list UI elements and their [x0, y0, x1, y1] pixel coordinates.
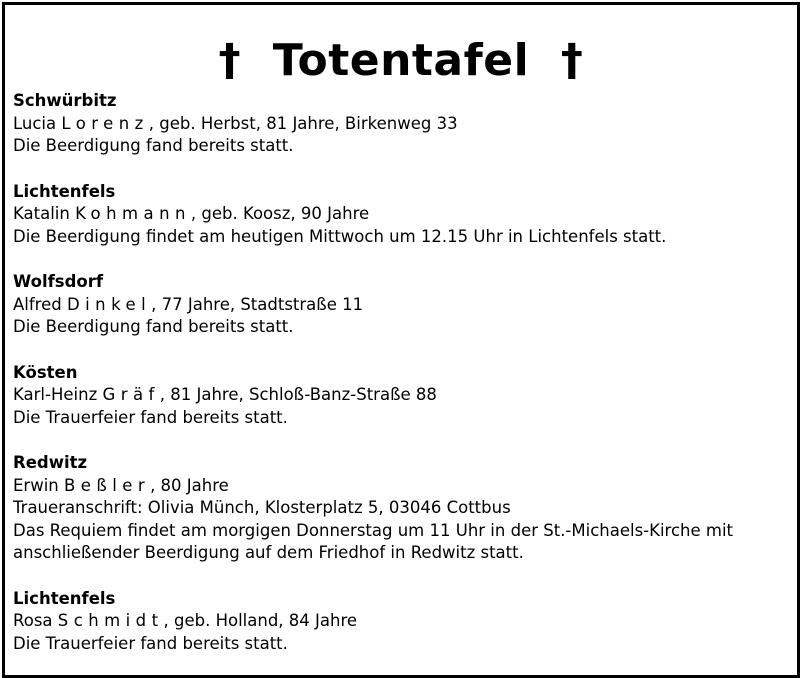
entry-name-line [13, 113, 789, 136]
entry-text-line: Das Requiem findet am morgigen Donnerstag um 11 Uhr in der St.-Michaels-Kirche mit [13, 520, 734, 540]
entry-first-name: Karl-Heinz [13, 385, 98, 404]
obituary-notice [2, 2, 800, 678]
entry-text-line: anschließender Beerdigung auf dem Friedhof in Redwitz statt. [13, 543, 524, 562]
entry-first-name: Alfred [13, 294, 62, 314]
entry-name-line [13, 384, 789, 407]
entry-name-line [13, 294, 789, 317]
obituary-entry [13, 452, 789, 565]
entry-text-line: Die Beerdigung fand bereits statt. [13, 317, 294, 336]
entry-details: , geb. Koosz, 90 Jahre [190, 204, 370, 223]
entry-name-line [13, 203, 789, 226]
entry-name-line [13, 475, 789, 498]
entry-surname: Lorenz [61, 113, 149, 133]
entry-place: Schwürbitz [13, 91, 117, 110]
obituary-entry [13, 362, 789, 430]
entry-text-line: Die Beerdigung findet am heutigen Mittwoch um 12.15 Uhr in Lichtenfels statt. [13, 226, 667, 246]
entry-surname: Beßler [64, 475, 151, 495]
entry-text-line: Die Trauerfeier fand bereits statt. [13, 633, 288, 653]
entry-first-name: Lucia [13, 113, 57, 133]
obituary-entry [13, 588, 789, 656]
entry-name-line [13, 610, 789, 633]
entry-place: Lichtenfels [13, 588, 116, 608]
entry-details: , 80 Jahre [150, 475, 229, 495]
entry-first-name: Katalin [13, 204, 70, 223]
entry-place: Kösten [13, 362, 78, 382]
entry-place: Wolfsdorf [13, 272, 104, 291]
entry-first-name: Rosa [13, 611, 53, 630]
entry-surname: Kohmann [75, 204, 191, 223]
entry-details: , geb. Holland, 84 Jahre [163, 611, 358, 630]
entry-text-line: Die Trauerfeier fand bereits statt. [13, 407, 288, 427]
page-title: † Totentafel † [218, 35, 584, 86]
entry-surname: Schmidt [57, 611, 164, 630]
entry-details: , geb. Herbst, 81 Jahre, Birkenweg 33 [148, 113, 458, 133]
entry-surname: Dinkel [66, 294, 152, 314]
obituary-entry [13, 271, 789, 339]
entry-details: , 77 Jahre, Stadtstraße 11 [151, 294, 364, 314]
entry-list [13, 90, 789, 678]
entry-place: Lichtenfels [13, 181, 116, 201]
entry-text-line: Traueranschrift: Olivia Münch, Klosterplatz 5, 03046 Cottbus [13, 498, 511, 517]
entry-place: Redwitz [13, 453, 88, 472]
obituary-entry [13, 181, 789, 249]
entry-text-line: Die Beerdigung fand bereits statt. [13, 136, 294, 155]
obituary-entry [13, 90, 789, 158]
entry-first-name: Erwin [13, 475, 59, 495]
entry-details: , 81 Jahre, Schloß-Banz-Straße 88 [159, 385, 437, 404]
entry-surname: Gräf [102, 385, 160, 404]
